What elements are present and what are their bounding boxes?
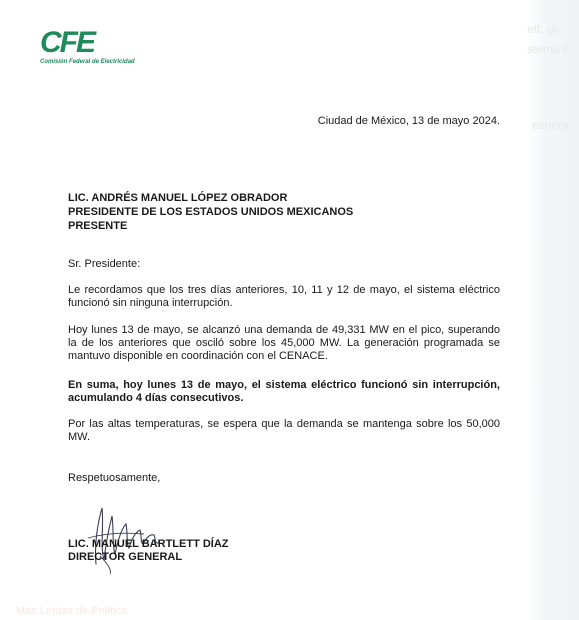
addressee-name: LIC. ANDRÉS MANUEL LÓPEZ OBRADOR — [68, 192, 288, 204]
paragraph-1: Le recordamos que los tres días anteriores, 10, 11 y 12 de mayo, el sistema eléctrico funcionó sin ninguna interrupción. — [68, 284, 500, 309]
background-overlay — [527, 0, 579, 620]
date-line: Ciudad de México, 13 de mayo 2024. — [317, 115, 500, 127]
closing: Respetuosamente, — [68, 472, 161, 484]
logo-tagline: Comisión Federal de Electricidad — [40, 59, 135, 65]
addressee-block — [68, 191, 353, 233]
paragraph-2: Hoy lunes 13 de mayo, se alcanzó una demanda de 49,331 MW en el pico, superando la de los anteriores que osciló sobre los 45,000 MW. La generación programada se mantuvo disponible en coordinación con el CENACE. — [68, 324, 500, 362]
background-text-fragment: Más Leídas de Política — [16, 605, 128, 617]
salutation: Sr. Presidente: — [68, 258, 141, 270]
background-text-fragment: ett, dir — [527, 22, 561, 36]
paragraph-4: Por las altas temperaturas, se espera que la demanda se mantenga sobre los 50,000 MW. — [68, 418, 500, 443]
signer-block — [68, 538, 229, 564]
addressee-title: PRESIDENTE DE LOS ESTADOS UNIDOS MEXICANOS — [68, 206, 354, 218]
background-text-fragment: espera — [532, 118, 569, 132]
addressee-presente: PRESENTE — [68, 220, 128, 232]
paragraph-3: En suma, hoy lunes 13 de mayo, el sistema eléctrico funcionó sin interrupción, acumulando 4 días consecutivos. — [68, 379, 500, 404]
background-text-fragment: stema e — [527, 42, 570, 56]
logo-wordmark: CFE — [40, 26, 94, 59]
cfe-logo — [40, 28, 135, 65]
signer-title: DIRECTOR GENERAL — [68, 551, 183, 563]
signer-name: LIC. MANUEL BARTLETT DÍAZ — [68, 538, 229, 550]
